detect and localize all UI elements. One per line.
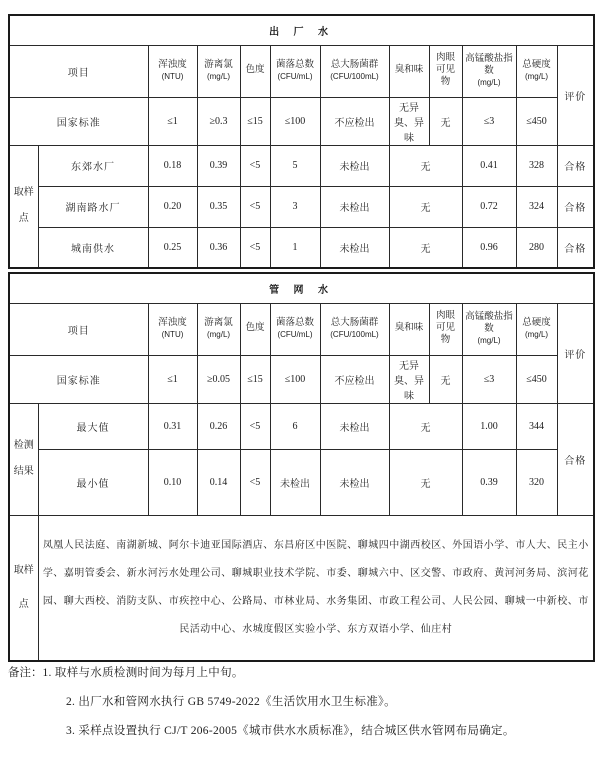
col-header-turbidity: 浑浊度 (NTU) bbox=[148, 45, 197, 97]
sampling-points-list: 凤凰人民法庭、南湖新城、阿尔卡迪亚国际酒店、东昌府区中医院、聊城四中湖西校区、外国语小学、市人大、民主小学、嘉明管委会、新水河污水处理公司、聊城职业技术学院、市委、聊城六中、区交警、市政府、黄河河务局、滨河花园、聊大西校、消防支队、市疾控中心、公路局、市林业局、水务集团、市政工程公司、人民公园、聊城一中新校、市民活动中心、水城度假区实验小学、东方双语小学、仙庄村 bbox=[38, 515, 594, 661]
col-header-permanganate: 高锰酸盐指数 (mg/L) bbox=[462, 303, 516, 355]
standard-value: 无 bbox=[429, 355, 462, 403]
note-text: 1. 取样与水质检测时间为每月上中旬。 bbox=[42, 667, 244, 679]
standard-row-label: 国家标准 bbox=[9, 97, 148, 145]
data-cell: 0.35 bbox=[197, 186, 240, 227]
notes-label: 备注： bbox=[8, 667, 43, 679]
note-text: 3. 采样点设置执行 CJ/T 206-2005《城市供水水质标准》，结合城区供水管网布局确定。 bbox=[66, 724, 515, 737]
col-header-turbidity: 浑浊度 (NTU) bbox=[148, 303, 197, 355]
national-standard-row bbox=[9, 97, 594, 145]
header-row bbox=[9, 45, 594, 97]
data-cell: 未检出 bbox=[320, 227, 389, 268]
col-header-odor: 臭和味 bbox=[389, 303, 429, 355]
col-header-free-chlorine: 游离氯 (mg/L) bbox=[197, 45, 240, 97]
data-cell: 0.72 bbox=[462, 186, 516, 227]
row-group-label-sampling-points: 取样点 bbox=[9, 145, 38, 268]
data-cell-odor-visible: 无 bbox=[389, 449, 462, 515]
standard-value: ≥0.05 bbox=[197, 355, 240, 403]
table-row bbox=[9, 145, 594, 186]
col-header-item: 项目 bbox=[9, 303, 148, 355]
data-cell: 3 bbox=[270, 186, 320, 227]
standard-value: ≤15 bbox=[240, 97, 270, 145]
col-header-item: 项目 bbox=[9, 45, 148, 97]
table-row bbox=[9, 227, 594, 268]
table-row bbox=[9, 403, 594, 449]
data-cell: 0.20 bbox=[148, 186, 197, 227]
col-header-hardness: 总硬度 (mg/L) bbox=[516, 303, 557, 355]
data-cell: <5 bbox=[240, 403, 270, 449]
data-cell: 0.41 bbox=[462, 145, 516, 186]
data-cell: <5 bbox=[240, 227, 270, 268]
col-header-coliform: 总大肠菌群 (CFU/100mL) bbox=[320, 303, 389, 355]
standard-value: ≤100 bbox=[270, 355, 320, 403]
data-cell: 328 bbox=[516, 145, 557, 186]
col-header-evaluation: 评价 bbox=[557, 303, 594, 403]
data-cell: 0.96 bbox=[462, 227, 516, 268]
data-cell-odor-visible: 无 bbox=[389, 145, 462, 186]
data-cell: 5 bbox=[270, 145, 320, 186]
standard-row-label: 国家标准 bbox=[9, 355, 148, 403]
water-quality-report bbox=[8, 14, 598, 662]
table-title: 管 网 水 bbox=[9, 273, 594, 303]
standard-value: ≤100 bbox=[270, 97, 320, 145]
data-cell: 未检出 bbox=[320, 145, 389, 186]
standard-value: 不应检出 bbox=[320, 97, 389, 145]
note-line bbox=[8, 666, 600, 681]
data-cell: 280 bbox=[516, 227, 557, 268]
data-cell: 6 bbox=[270, 403, 320, 449]
col-header-visible-matter: 肉眼可见物 bbox=[429, 303, 462, 355]
data-cell: 未检出 bbox=[320, 403, 389, 449]
standard-value: ≥0.3 bbox=[197, 97, 240, 145]
col-header-evaluation: 评价 bbox=[557, 45, 594, 145]
col-header-color: 色度 bbox=[240, 303, 270, 355]
data-cell-odor-visible: 无 bbox=[389, 403, 462, 449]
col-header-visible-matter: 肉眼可见物 bbox=[429, 45, 462, 97]
sampling-site-name: 湖南路水厂 bbox=[38, 186, 148, 227]
note-line bbox=[8, 695, 600, 710]
col-header-color: 色度 bbox=[240, 45, 270, 97]
data-cell: 0.14 bbox=[197, 449, 240, 515]
title-row bbox=[9, 15, 594, 45]
sampling-points-row bbox=[9, 515, 594, 661]
notes bbox=[8, 666, 600, 753]
standard-value: ≤1 bbox=[148, 97, 197, 145]
data-cell: 0.39 bbox=[462, 449, 516, 515]
title-row bbox=[9, 273, 594, 303]
col-header-colony-count: 菌落总数 (CFU/mL) bbox=[270, 45, 320, 97]
evaluation-cell: 合格 bbox=[557, 403, 594, 515]
col-header-odor: 臭和味 bbox=[389, 45, 429, 97]
standard-value: 无 bbox=[429, 97, 462, 145]
data-cell: 1 bbox=[270, 227, 320, 268]
standard-value: 无异臭、异味 bbox=[389, 97, 429, 145]
table-title: 出 厂 水 bbox=[9, 15, 594, 45]
data-cell: 未检出 bbox=[320, 186, 389, 227]
standard-value: ≤450 bbox=[516, 355, 557, 403]
row-group-label-sampling-points: 取样点 bbox=[9, 515, 38, 661]
col-header-free-chlorine: 游离氯 (mg/L) bbox=[197, 303, 240, 355]
standard-value: 不应检出 bbox=[320, 355, 389, 403]
data-cell-odor-visible: 无 bbox=[389, 186, 462, 227]
evaluation-cell: 合格 bbox=[557, 145, 594, 186]
data-cell: <5 bbox=[240, 449, 270, 515]
col-header-hardness: 总硬度 (mg/L) bbox=[516, 45, 557, 97]
data-cell: <5 bbox=[240, 145, 270, 186]
sampling-site-name: 东郊水厂 bbox=[38, 145, 148, 186]
data-cell: <5 bbox=[240, 186, 270, 227]
standard-value: ≤15 bbox=[240, 355, 270, 403]
data-cell-odor-visible: 无 bbox=[389, 227, 462, 268]
standard-value: 无异臭、异味 bbox=[389, 355, 429, 403]
note-text: 2. 出厂水和管网水执行 GB 5749-2022《生活饮用水卫生标准》。 bbox=[66, 695, 396, 708]
data-cell: 324 bbox=[516, 186, 557, 227]
data-cell: 0.26 bbox=[197, 403, 240, 449]
col-header-coliform: 总大肠菌群 (CFU/100mL) bbox=[320, 45, 389, 97]
standard-value: ≤3 bbox=[462, 97, 516, 145]
data-cell: 0.10 bbox=[148, 449, 197, 515]
data-cell: 0.36 bbox=[197, 227, 240, 268]
row-group-label-test-results: 检测结果 bbox=[9, 403, 38, 515]
note-line bbox=[8, 724, 600, 739]
data-cell: 344 bbox=[516, 403, 557, 449]
col-header-colony-count: 菌落总数 (CFU/mL) bbox=[270, 303, 320, 355]
standard-value: ≤450 bbox=[516, 97, 557, 145]
result-row-name: 最小值 bbox=[38, 449, 148, 515]
standard-value: ≤1 bbox=[148, 355, 197, 403]
national-standard-row bbox=[9, 355, 594, 403]
data-cell: 1.00 bbox=[462, 403, 516, 449]
table-row bbox=[9, 186, 594, 227]
data-cell: 0.39 bbox=[197, 145, 240, 186]
data-cell: 0.18 bbox=[148, 145, 197, 186]
data-cell: 0.25 bbox=[148, 227, 197, 268]
header-row bbox=[9, 303, 594, 355]
sampling-site-name: 城南供水 bbox=[38, 227, 148, 268]
factory-water-table bbox=[8, 14, 595, 269]
data-cell: 0.31 bbox=[148, 403, 197, 449]
result-row-name: 最大值 bbox=[38, 403, 148, 449]
data-cell: 未检出 bbox=[270, 449, 320, 515]
data-cell: 320 bbox=[516, 449, 557, 515]
col-header-permanganate: 高锰酸盐指数 (mg/L) bbox=[462, 45, 516, 97]
table-row bbox=[9, 449, 594, 515]
network-water-table bbox=[8, 272, 595, 662]
evaluation-cell: 合格 bbox=[557, 186, 594, 227]
evaluation-cell: 合格 bbox=[557, 227, 594, 268]
data-cell: 未检出 bbox=[320, 449, 389, 515]
standard-value: ≤3 bbox=[462, 355, 516, 403]
